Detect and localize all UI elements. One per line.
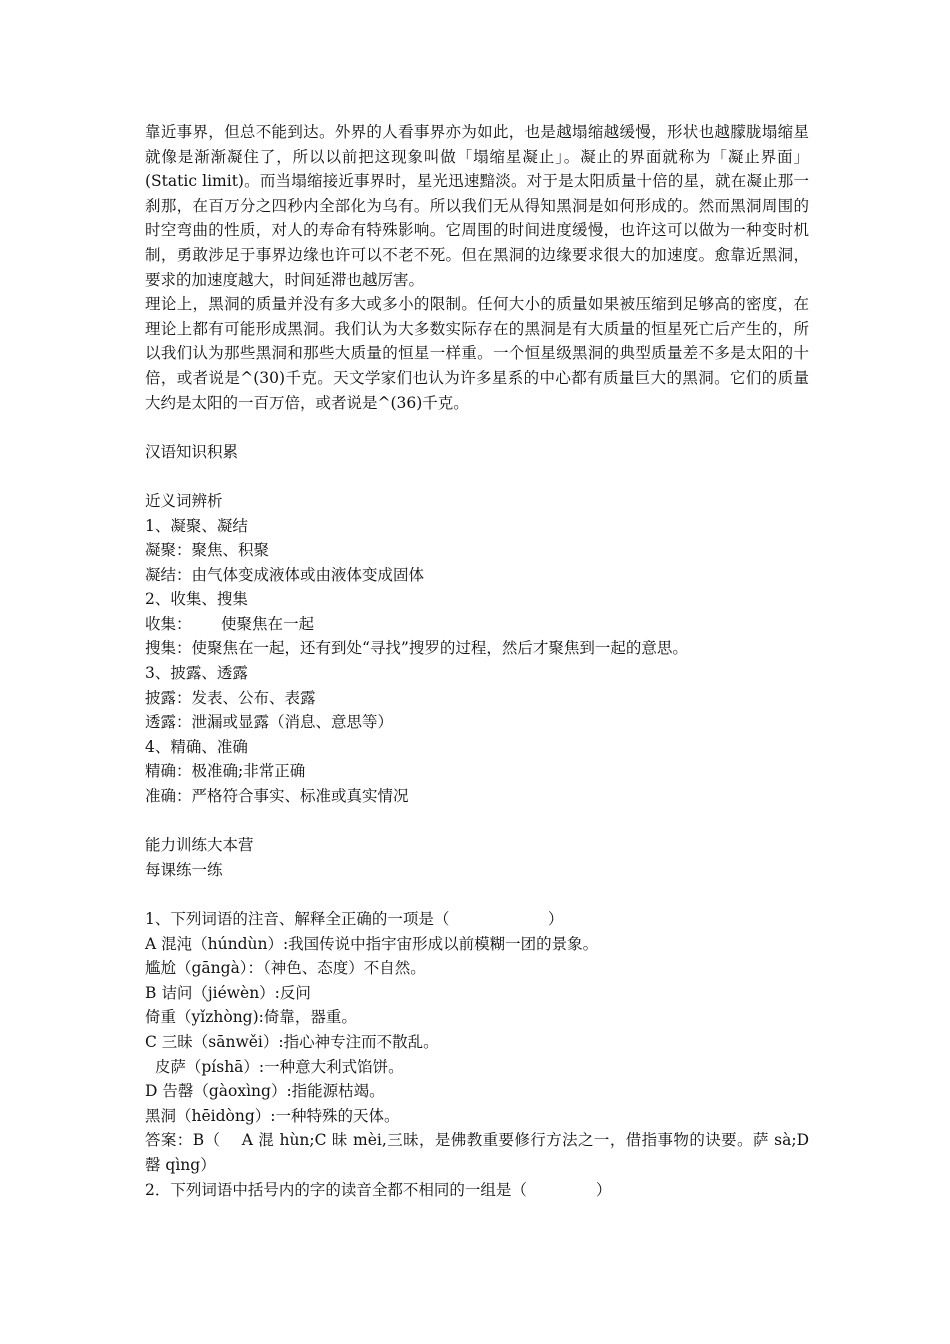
- practice-heading: 每课练一练: [145, 860, 223, 879]
- question-1-option: 皮萨（píshā）:一种意大利式馅饼。: [145, 1057, 404, 1076]
- synonym-line: 精确：极准确;非常正确: [145, 762, 306, 781]
- training-heading: 能力训练大本营: [145, 836, 254, 855]
- document-page: [145, 120, 814, 1202]
- question-1-option: A 混沌（húndùn）:我国传说中指宇宙形成以前模糊一团的景象。: [145, 934, 599, 953]
- spacer: [145, 464, 809, 489]
- question-2-stem: 2．下列词语中括号内的字的读音全都不相同的一组是（ ）: [145, 1180, 612, 1199]
- question-1-option: 黑洞（hēidòng）:一种特殊的天体。: [145, 1106, 400, 1125]
- question-1-stem: 1、下列词语的注音、解释全正确的一项是（ ）: [145, 910, 564, 928]
- synonym-line: 收集： 使聚焦在一起: [145, 614, 315, 633]
- synonym-line: 3、披露、透露: [145, 664, 248, 683]
- synonym-line: 透露：泄漏或显露（消息、意思等）: [145, 713, 394, 732]
- answer-1: 答案：B（ A 混 hùn;C 昧 mèi,三昧，是佛教重要修行方法之一，借指事物的诀要。萨 sà;D 罄 qìng）: [145, 1131, 814, 1174]
- synonym-line: 凝聚：聚焦、积聚: [145, 541, 270, 560]
- intro-paragraph-2: 理论上，黑洞的质量并没有多大或多小的限制。任何大小的质量如果被压缩到足够高的密度，在理论上都有可能形成黑洞。我们认为大多数实际存在的黑洞是有大质量的恒星死亡后产生的，所以我们认为那些黑洞和那些大质量的恒星一样重。一个恒星级黑洞的典型质量差不多是太阳的十倍，或者说是^(30)千克。天文学家们也认为许多星系的中心都有质量巨大的黑洞。它们的质量大约是太阳的一百万倍，或者说是^(36)千克。: [145, 295, 809, 412]
- spacer: [145, 882, 809, 907]
- intro-paragraph-1: 靠近事界，但总不能到达。外界的人看事界亦为如此，也是越塌缩越缓慢，形状也越朦胧塌缩星就像是渐渐凝住了，所以以前把这现象叫做「塌缩星凝止」。凝止的界面就称为「凝止界面」(Static limit)。而当塌缩接近事界时，星光迅速黯淡。对于是太阳质量十倍的星，就在凝止那一刹那，在百万分之四秒内全部化为乌有。所以我们无从得知黑洞是如何形成的。然而黑洞周围的时空弯曲的性质，对人的寿命有特殊影响。它周围的时间进度缓慢，也许这可以做为一种变时机制，勇敢涉足于事界边缘也许可以不老不死。但在黑洞的边缘要求很大的加速度。愈靠近黑洞，要求的加速度越大，时间延滞也越厉害。: [145, 123, 809, 289]
- question-1-option: 尴尬（gāngà）：（神色、态度）不自然。: [145, 959, 426, 978]
- question-1-option: 倚重（yǐzhòng):倚靠，器重。: [145, 1008, 357, 1027]
- synonym-line: 2、收集、搜集: [145, 590, 248, 609]
- spacer: [145, 415, 809, 440]
- spacer: [145, 809, 809, 834]
- synonym-heading: 近义词辨析: [145, 491, 223, 510]
- synonym-line: 搜集：使聚焦在一起，还有到处“寻找”搜罗的过程，然后才聚焦到一起的意思。: [145, 639, 688, 658]
- synonym-line: 4、精确、准确: [145, 737, 248, 756]
- synonym-line: 披露：发表、公布、表露: [145, 688, 316, 707]
- question-1-option: C 三昧（sānwěi）:指心神专注而不散乱。: [145, 1032, 439, 1051]
- synonym-line: 1、凝聚、凝结: [145, 516, 248, 535]
- knowledge-heading: 汉语知识积累: [145, 442, 239, 461]
- question-1-option: B 诘问（jiéwèn）:反问: [145, 983, 311, 1002]
- synonym-line: 凝结：由气体变成液体或由液体变成固体: [145, 565, 425, 584]
- synonym-line: 准确：严格符合事实、标准或真实情况: [145, 787, 409, 806]
- question-1-option: D 告罄（gàoxìng）:指能源枯竭。: [145, 1082, 385, 1101]
